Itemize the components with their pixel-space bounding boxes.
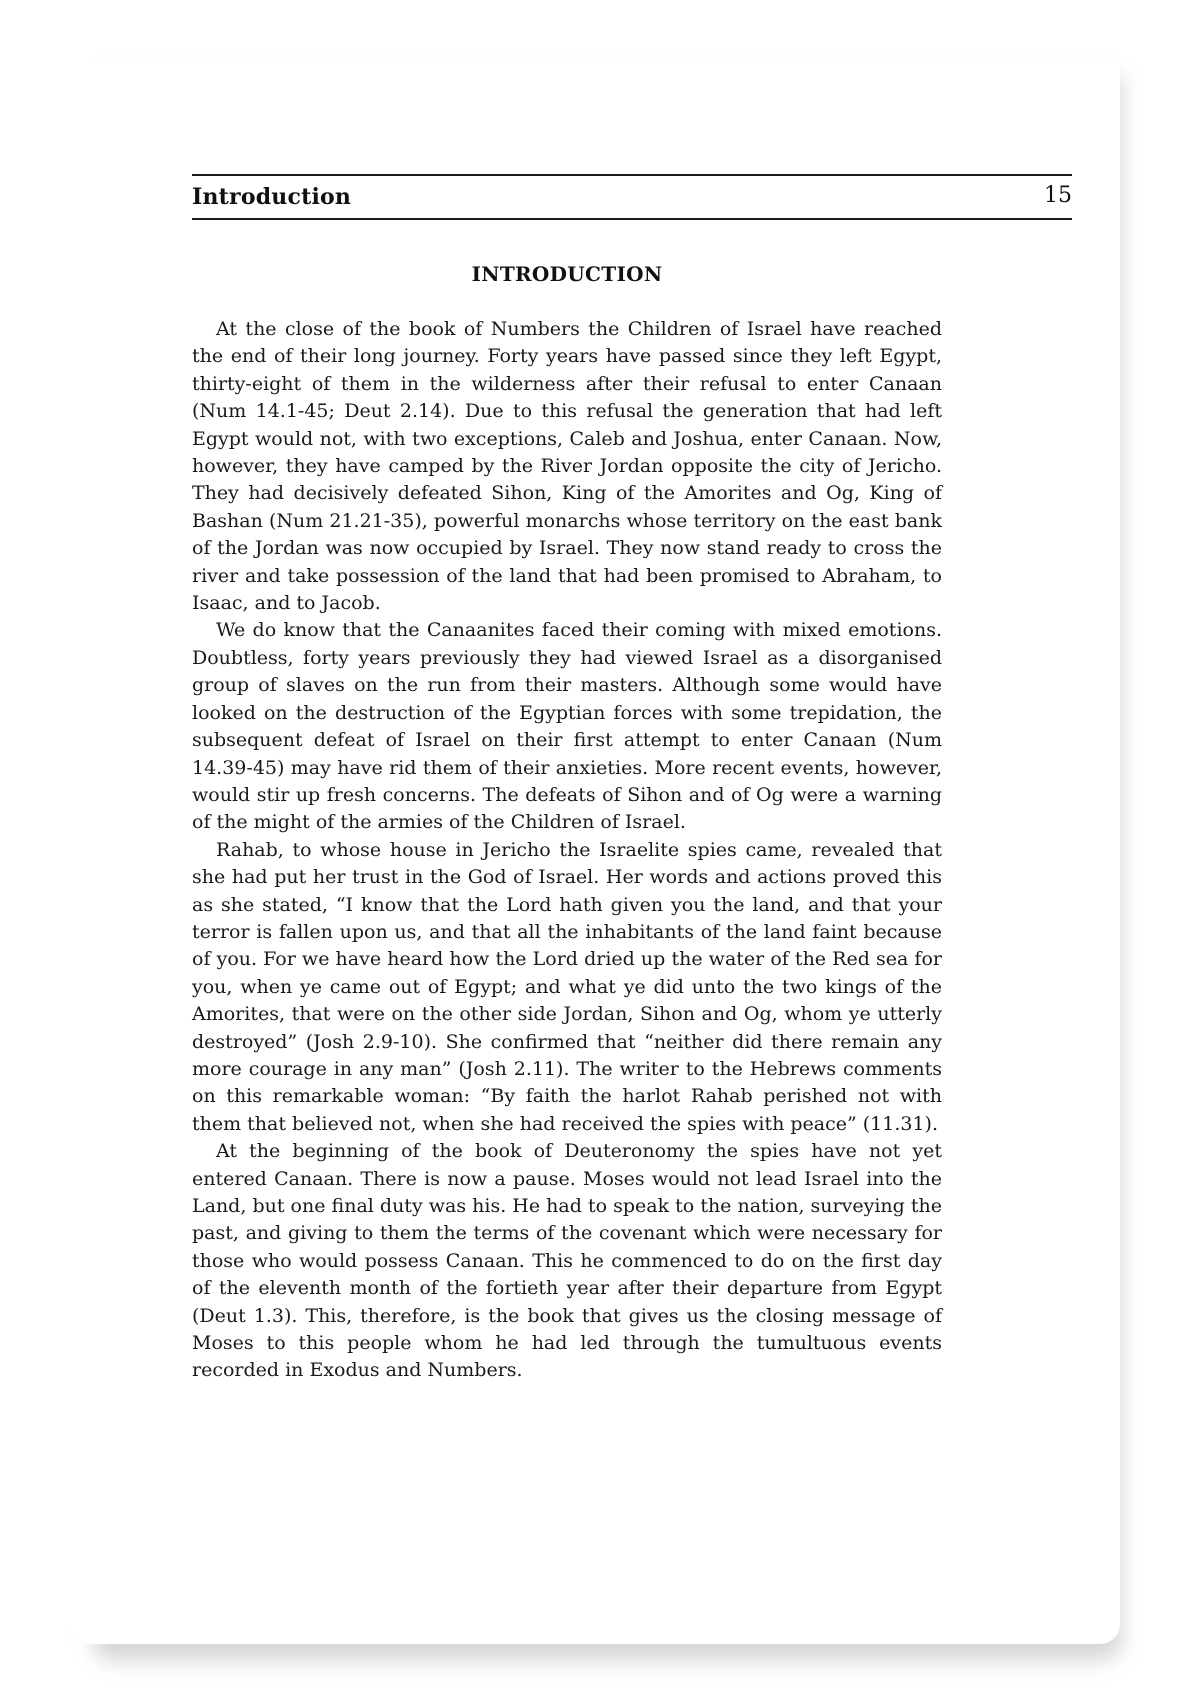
paragraph: At the close of the book of Numbers the Children of Israel have reached the end of their long journey. Forty years have passed since they left Egypt, thirty-eight of them in the wilderness after their refusal to enter Canaan (Num 14.1-45; Deut 2.14). Due to this refusal the generation that had left Egypt would not, with two exceptions, Caleb and Joshua, enter Canaan. Now, however, they have camped by the River Jordan opposite the city of Jericho. They had decisively defeated Sihon, King of the Amorites and Og, King of Bashan (Num 21.21-35), powerful monarchs whose territory on the east bank of the Jordan was now occupied by Israel. They now stand ready to cross the river and take possession of the land that had been promised to Abraham, to Isaac, and to Jacob. [192, 318, 942, 615]
paragraph: Rahab, to whose house in Jericho the Israelite spies came, revealed that she had put her trust in the God of Israel. Her words and actions proved this as she stated, “I know that the Lord hath given you the land, and that your terror is fallen upon us, and that all the inhabitants of the land faint because of you. For we have heard how the Lord dried up the water of the Red sea for you, when ye came out of Egypt; and what ye did unto the two kings of the Amorites, that were on the other side Jordan, Sihon and Og, whom ye utterly destroyed” (Josh 2.9-10). She confirmed that “neither did there remain any more courage in any man” (Josh 2.11). The writer to the Hebrews comments on this remarkable woman: “By faith the harlot Rahab perished not with them that believed not, when she had received the spies with peace” (11.31). [192, 838, 942, 1135]
chapter-heading: INTRODUCTION [471, 262, 663, 286]
paragraph: We do know that the Canaanites faced their coming with mixed emotions. Doubtless, forty years previously they had viewed Israel as a disorganised group of slaves on the run from their masters. Although some would have looked on the destruction of the Egyptian forces with some trepidation, the subsequent defeat of Israel on their first attempt to enter Canaan (Num 14.39-45) may have rid them of their anxieties. More recent events, however, would stir up fresh concerns. The defeats of Sihon and of Og were a warning of the might of the armies of the Children of Israel. [192, 619, 942, 834]
running-header-title: Introduction [192, 184, 352, 210]
paragraph: At the beginning of the book of Deuteronomy the spies have not yet entered Canaan. There is now a pause. Moses would not lead Israel into the Land, but one final duty was his. He had to speak to the nation, surveying the past, and giving to them the terms of the covenant which were necessary for those who would possess Canaan. This he commenced to do on the first day of the eleventh month of the fortieth year after their departure from Egypt (Deut 1.3). This, therefore, is the book that gives us the closing message of Moses to this people whom he had led through the tumultuous events recorded in Exodus and Numbers. [192, 1140, 942, 1382]
running-header [192, 174, 1072, 220]
page-number: 15 [1044, 183, 1072, 208]
body-text [192, 316, 942, 1385]
